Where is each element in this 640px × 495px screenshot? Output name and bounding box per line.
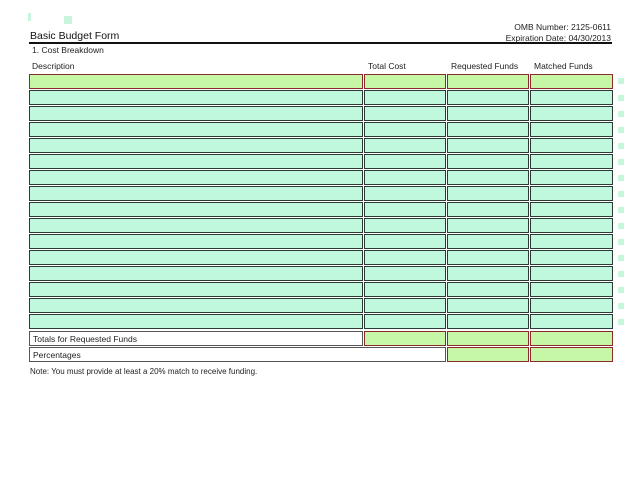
matched-funds-field[interactable]	[530, 170, 613, 185]
percentages-label: Percentages	[29, 347, 446, 362]
matched-funds-field[interactable]	[530, 250, 613, 265]
match-note: Note: You must provide at least a 20% match to receive funding.	[30, 367, 258, 376]
requested-funds-field[interactable]	[447, 298, 529, 313]
matched-funds-field[interactable]	[530, 282, 613, 297]
description-field[interactable]	[29, 218, 363, 233]
requested-funds-field[interactable]	[447, 218, 529, 233]
row-marker	[618, 255, 624, 261]
requested-funds-field[interactable]	[447, 282, 529, 297]
row-marker	[618, 191, 624, 197]
matched-funds-field[interactable]	[530, 298, 613, 313]
description-field[interactable]	[29, 298, 363, 313]
row-marker	[618, 143, 624, 149]
total-cost-field[interactable]	[364, 122, 446, 137]
matched-funds-field[interactable]	[530, 138, 613, 153]
expiration-date: Expiration Date: 04/30/2013	[505, 32, 611, 43]
column-header-requested-funds: Requested Funds	[451, 61, 519, 71]
matched-funds-field[interactable]	[530, 186, 613, 201]
column-header-description: Description	[32, 61, 75, 71]
total-cost-field[interactable]	[364, 202, 446, 217]
description-field[interactable]	[29, 314, 363, 329]
percentages-matched-funds-field[interactable]	[530, 347, 613, 362]
row-marker	[618, 271, 624, 277]
total-cost-field[interactable]	[364, 170, 446, 185]
requested-funds-field[interactable]	[447, 154, 529, 169]
description-field[interactable]	[29, 90, 363, 105]
description-field[interactable]	[29, 138, 363, 153]
requested-funds-field[interactable]	[447, 170, 529, 185]
total-cost-field[interactable]	[364, 154, 446, 169]
total-cost-field[interactable]	[364, 218, 446, 233]
row-marker	[618, 78, 624, 84]
omb-number: OMB Number: 2125-0611	[514, 22, 611, 32]
total-cost-field[interactable]	[364, 298, 446, 313]
matched-funds-field[interactable]	[530, 266, 613, 281]
description-field[interactable]	[29, 266, 363, 281]
corner-mark	[28, 13, 31, 21]
totals-total-cost-field[interactable]	[364, 331, 446, 346]
totals-matched-funds-field[interactable]	[530, 331, 613, 346]
description-field[interactable]	[29, 250, 363, 265]
requested-funds-field[interactable]	[447, 122, 529, 137]
matched-funds-field[interactable]	[530, 90, 613, 105]
requested-funds-field[interactable]	[447, 314, 529, 329]
total-cost-field[interactable]	[364, 234, 446, 249]
row-marker	[618, 127, 624, 133]
column-header-total-cost: Total Cost	[368, 61, 406, 71]
title-rule	[29, 42, 612, 44]
requested-funds-field[interactable]	[447, 106, 529, 121]
percentages-requested-funds-field[interactable]	[447, 347, 529, 362]
total-cost-field[interactable]	[364, 186, 446, 201]
requested-funds-field[interactable]	[447, 266, 529, 281]
row-marker	[618, 223, 624, 229]
requested-funds-field[interactable]	[447, 138, 529, 153]
totals-label: Totals for Requested Funds	[29, 331, 363, 346]
description-field[interactable]	[29, 106, 363, 121]
corner-square	[64, 16, 72, 24]
row-marker	[618, 239, 624, 245]
description-field[interactable]	[29, 282, 363, 297]
total-cost-field[interactable]	[364, 266, 446, 281]
total-cost-field[interactable]	[364, 282, 446, 297]
row-marker	[618, 95, 624, 101]
row-marker	[618, 319, 624, 325]
matched-funds-field[interactable]	[530, 106, 613, 121]
description-field[interactable]	[29, 202, 363, 217]
row-marker	[618, 175, 624, 181]
row-marker	[618, 207, 624, 213]
total-cost-field[interactable]	[364, 106, 446, 121]
total-cost-field[interactable]	[364, 138, 446, 153]
matched-funds-field[interactable]	[530, 314, 613, 329]
totals-requested-funds-field[interactable]	[447, 331, 529, 346]
description-field[interactable]	[29, 74, 363, 89]
total-cost-field[interactable]	[364, 90, 446, 105]
form-title: Basic Budget Form	[30, 30, 120, 42]
total-cost-field[interactable]	[364, 74, 446, 89]
total-cost-field[interactable]	[364, 314, 446, 329]
matched-funds-field[interactable]	[530, 122, 613, 137]
matched-funds-field[interactable]	[530, 74, 613, 89]
requested-funds-field[interactable]	[447, 234, 529, 249]
description-field[interactable]	[29, 186, 363, 201]
description-field[interactable]	[29, 170, 363, 185]
requested-funds-field[interactable]	[447, 74, 529, 89]
row-marker	[618, 303, 624, 309]
matched-funds-field[interactable]	[530, 202, 613, 217]
description-field[interactable]	[29, 154, 363, 169]
requested-funds-field[interactable]	[447, 250, 529, 265]
matched-funds-field[interactable]	[530, 218, 613, 233]
row-marker	[618, 159, 624, 165]
matched-funds-field[interactable]	[530, 234, 613, 249]
section-title: 1. Cost Breakdown	[32, 45, 104, 55]
row-marker	[618, 287, 624, 293]
requested-funds-field[interactable]	[447, 186, 529, 201]
total-cost-field[interactable]	[364, 250, 446, 265]
matched-funds-field[interactable]	[530, 154, 613, 169]
requested-funds-field[interactable]	[447, 90, 529, 105]
row-marker	[618, 111, 624, 117]
requested-funds-field[interactable]	[447, 202, 529, 217]
description-field[interactable]	[29, 234, 363, 249]
description-field[interactable]	[29, 122, 363, 137]
omb-info	[506, 22, 611, 43]
column-header-matched-funds: Matched Funds	[534, 61, 593, 71]
